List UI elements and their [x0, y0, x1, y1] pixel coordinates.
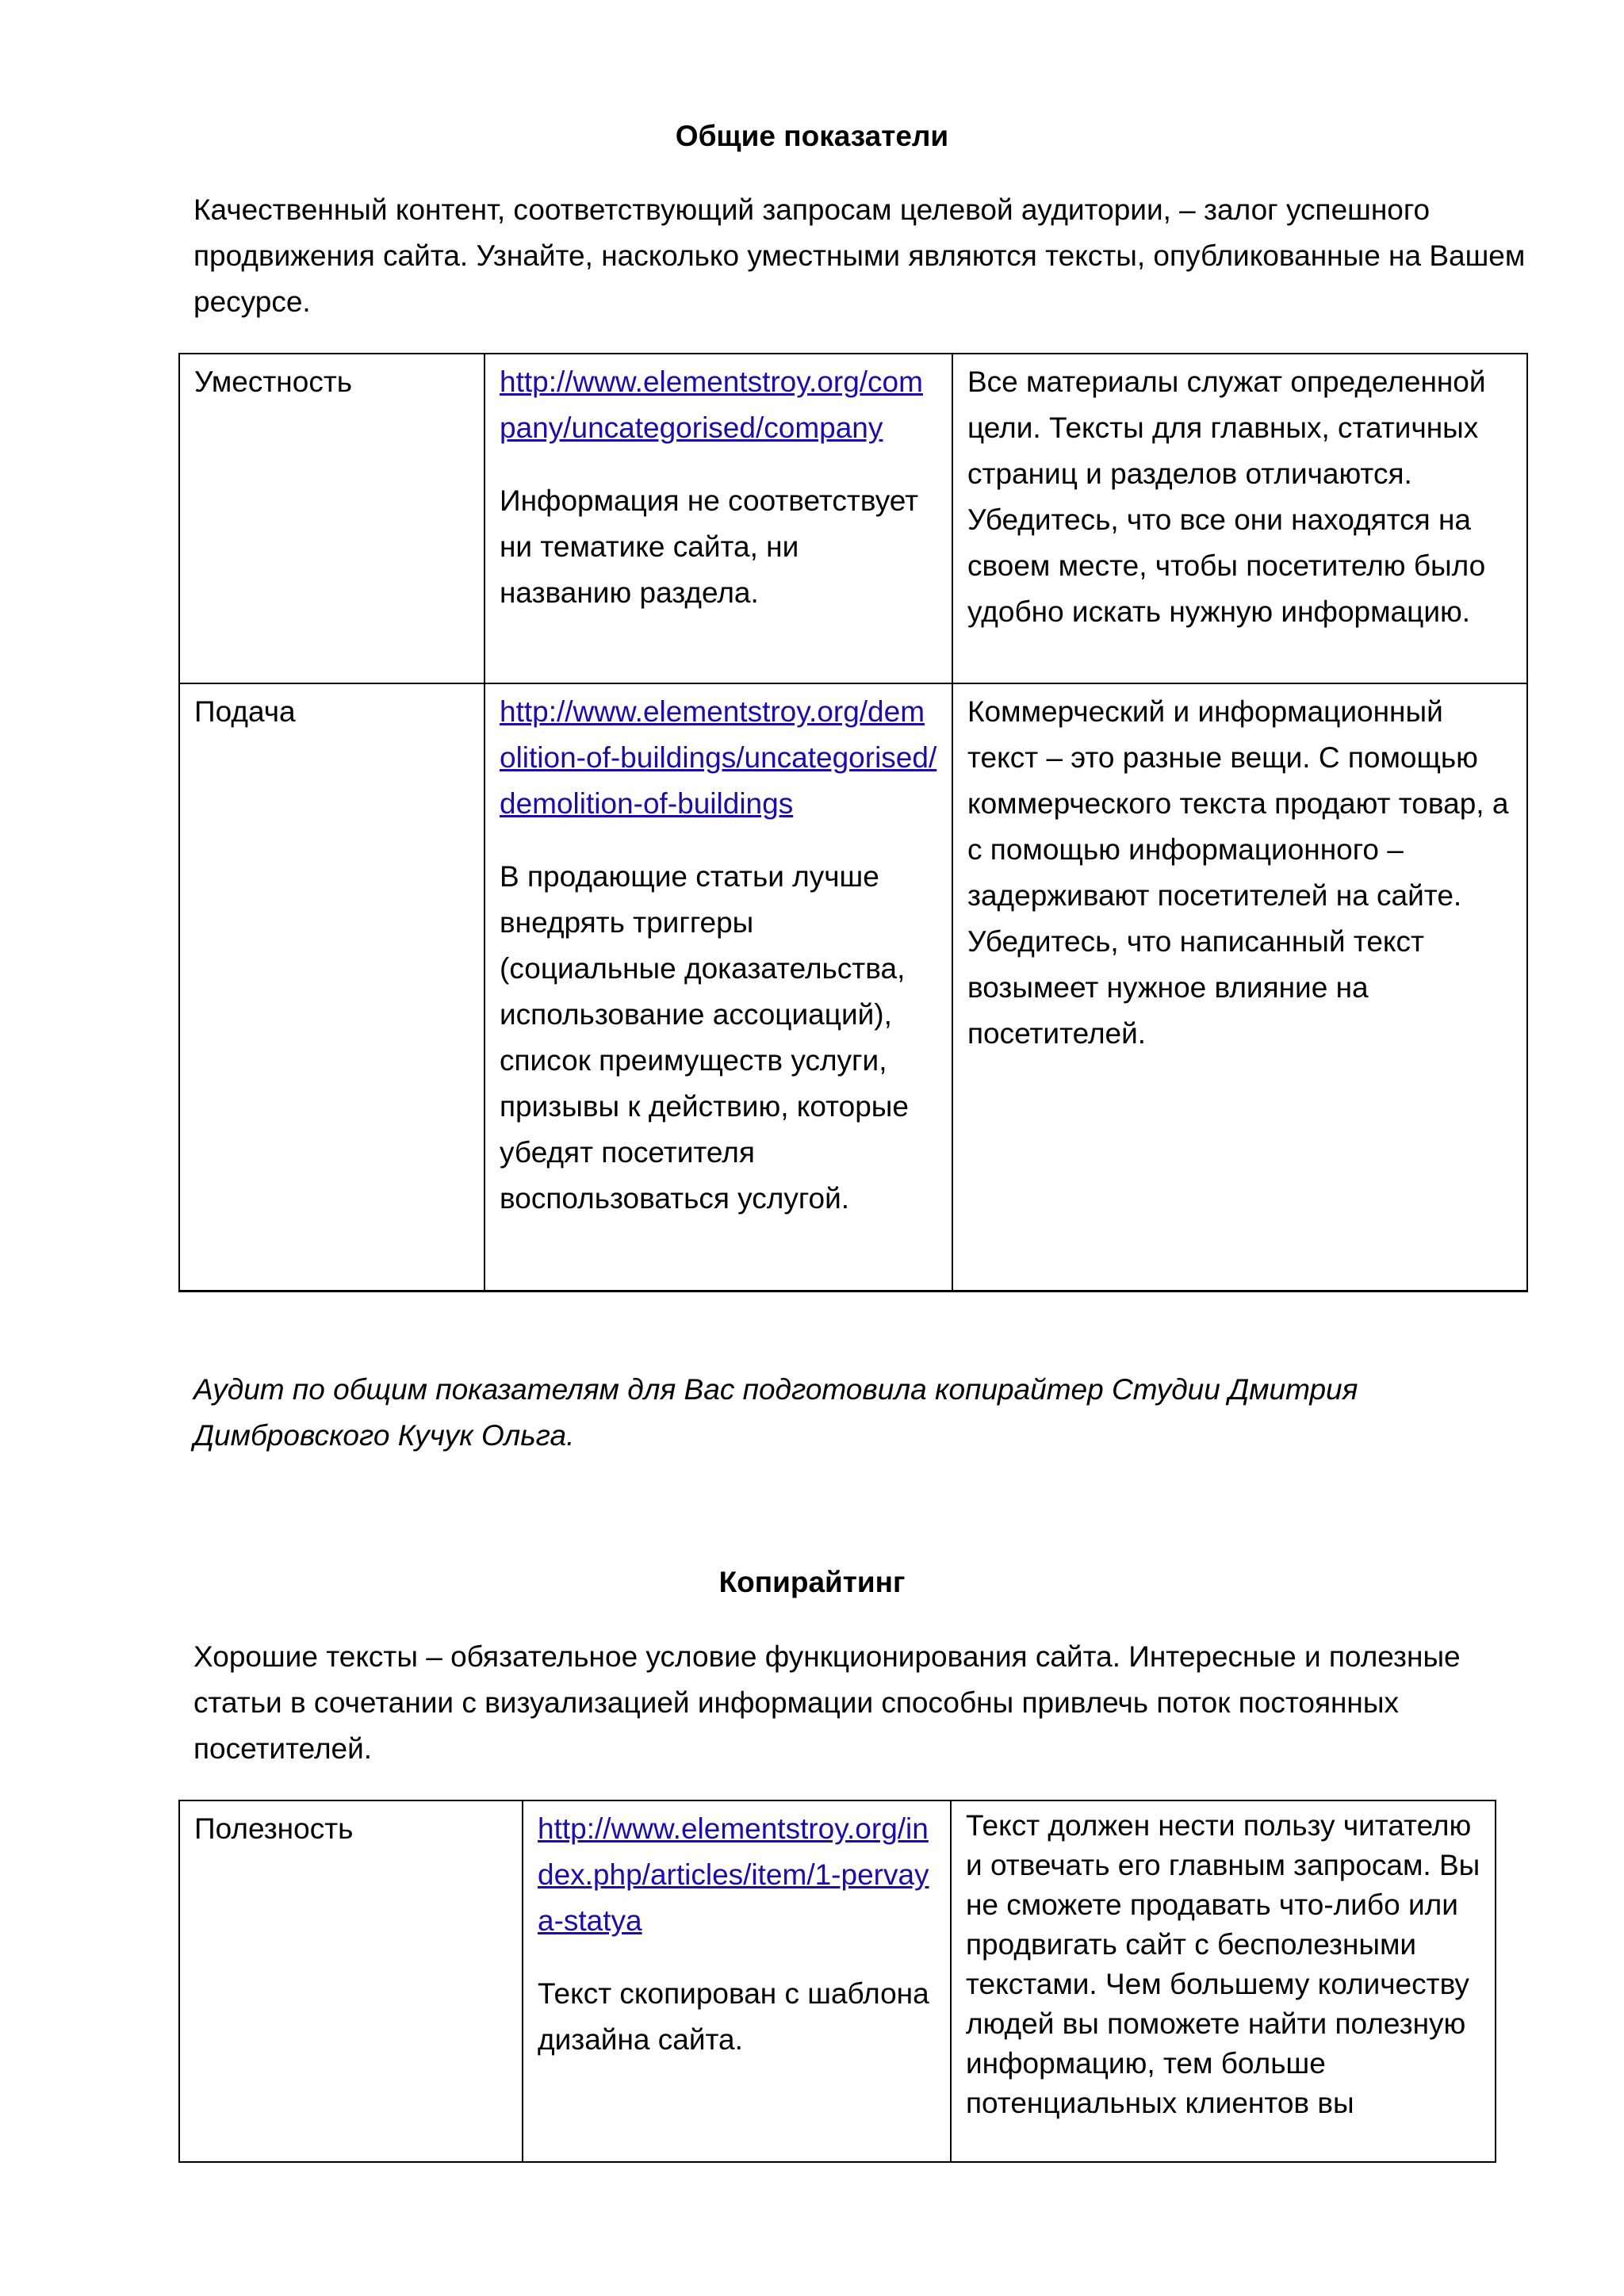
section-intro-copywriting: Хорошие тексты – обязательное условие функционирования сайта. Интересные и полезные статьи в сочетании с визуализацией информации способны привлечь поток постоянных посетителей.	[193, 1640, 1461, 1765]
table-row	[179, 1800, 1496, 2162]
description-cell	[951, 1800, 1496, 2162]
table-row	[179, 354, 1527, 683]
criterion-description: Все материалы служат определенной цели. Тексты для главных, статичных страниц и разделов отличаются. Убедитесь, что все они находятся на своем месте, чтобы посетителю было удобно искать нужную информацию.	[967, 365, 1486, 628]
finding-note: В продающие статьи лучше внедрять триггеры (социальные доказательства, использование ассоциаций), список преимуществ услуги, призывы к действию, которые убедят посетителя воспользоваться услугой.	[500, 860, 909, 1215]
finding-cell	[485, 683, 952, 1292]
criterion-label: Подача	[194, 695, 296, 728]
criterion-label: Полезность	[194, 1812, 354, 1845]
section-title-general-metrics: Общие показатели	[675, 120, 949, 152]
criterion-description: Коммерческий и информационный текст – это разные вещи. С помощью коммерческого текста продают товар, а с помощью информационного – задерживают посетителей на сайте. Убедитесь, что написанный текст возымеет нужное влияние на посетителей.	[967, 695, 1509, 1050]
finding-note: Текст скопирован с шаблона дизайна сайта.	[538, 1977, 929, 2056]
author-note: Аудит по общим показателям для Вас подготовила копирайтер Студии Дмитрия Димбровского Кучук Ольга.	[193, 1373, 1358, 1452]
page-link[interactable]: http://www.elementstroy.org/company/uncategorised/company	[500, 365, 923, 444]
description-cell	[952, 354, 1527, 683]
finding-cell	[485, 354, 952, 683]
copywriting-table	[178, 1800, 1496, 2163]
criterion-description: Текст должен нести пользу читателю и отвечать его главным запросам. Вы не сможете продавать что-либо или продвигать сайт с бесполезными текстами. Чем большему количеству людей вы поможете найти полезную информацию, тем больше потенциальных клиентов вы	[966, 1809, 1480, 2119]
page-link[interactable]: http://www.elementstroy.org/index.php/articles/item/1-pervaya-statya	[538, 1812, 929, 1937]
criterion-cell	[179, 683, 485, 1292]
general-metrics-table	[178, 353, 1528, 1292]
finding-note: Информация не соответствует ни тематике сайта, ни названию раздела.	[500, 484, 919, 609]
section-intro-general-metrics: Качественный контент, соответствующий запросам целевой аудитории, – залог успешного продвижения сайта. Узнайте, насколько уместными являются тексты, опубликованные на Вашем ресурсе.	[193, 193, 1526, 318]
table-row	[179, 683, 1527, 1292]
criterion-label: Уместность	[194, 365, 353, 398]
criterion-cell	[179, 1800, 523, 2162]
page-link[interactable]: http://www.elementstroy.org/demolition-of-buildings/uncategorised/demolition-of-buildings	[500, 695, 937, 820]
description-cell	[952, 683, 1527, 1292]
section-title-copywriting: Копирайтинг	[718, 1566, 906, 1598]
finding-cell	[523, 1800, 951, 2162]
criterion-cell	[179, 354, 485, 683]
